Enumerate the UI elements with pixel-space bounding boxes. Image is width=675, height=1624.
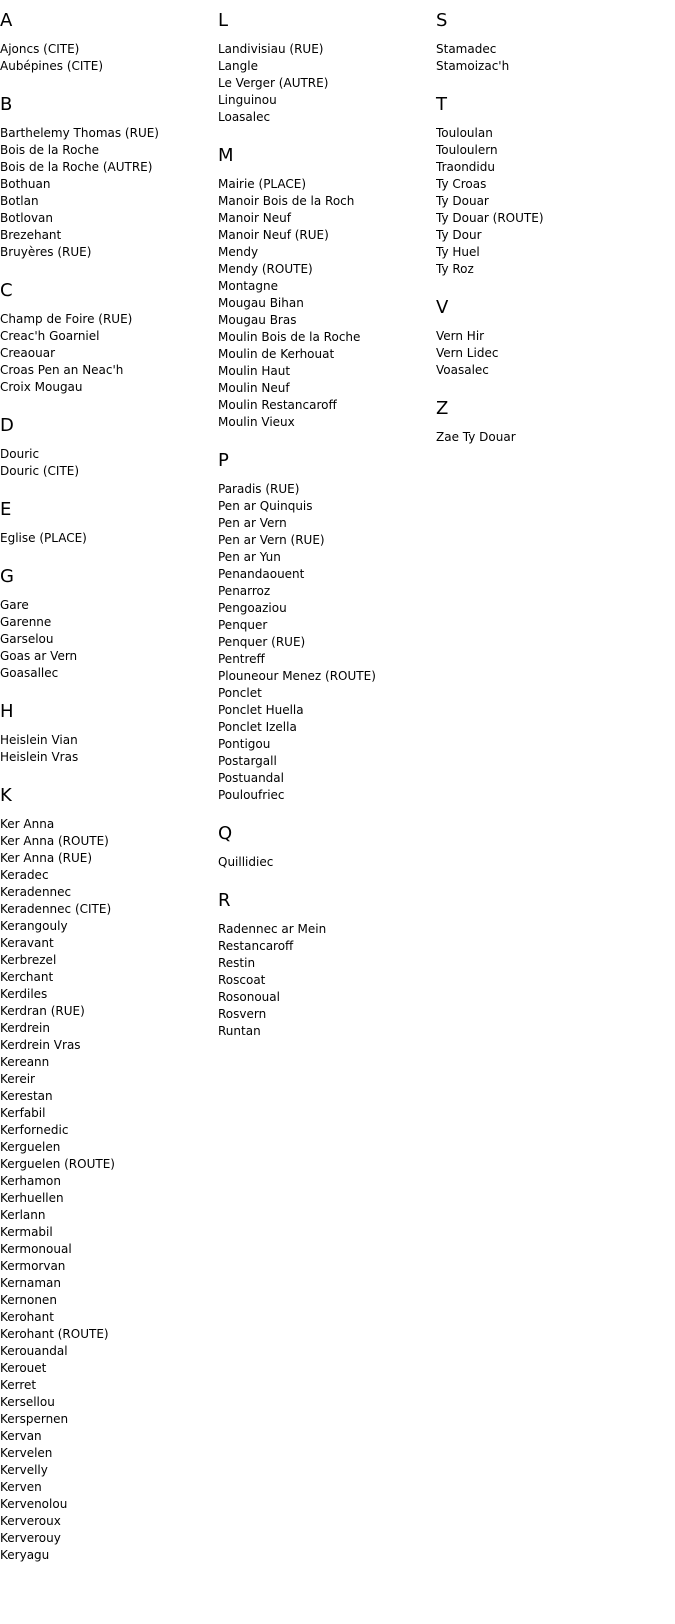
street-name: Touloulern bbox=[436, 143, 498, 157]
street-name: Pen ar Yun bbox=[218, 550, 281, 564]
street-name: Loasalec bbox=[218, 110, 271, 124]
street-name: Penquer bbox=[218, 618, 268, 632]
street-name: Kerchant bbox=[0, 970, 54, 984]
letter-heading: H bbox=[0, 701, 14, 722]
street-name: Mendy bbox=[218, 245, 259, 259]
street-name: Kerdiles bbox=[0, 987, 48, 1001]
street-name: Barthelemy Thomas (RUE) bbox=[0, 126, 159, 140]
letter-group-s bbox=[436, 9, 651, 75]
street-list bbox=[0, 41, 215, 75]
street-name: Vern Lidec bbox=[436, 346, 499, 360]
street-list bbox=[0, 446, 215, 480]
street-list bbox=[218, 41, 433, 126]
letter-group-l bbox=[218, 9, 433, 126]
letter-group-k bbox=[0, 784, 215, 1564]
street-name: Ty Roz bbox=[436, 262, 474, 276]
street-list bbox=[0, 311, 215, 396]
letter-group-g bbox=[0, 565, 215, 682]
street-name: Kereir bbox=[0, 1072, 35, 1086]
street-name: Creac'h Goarniel bbox=[0, 329, 100, 343]
street-name: Penquer (RUE) bbox=[218, 635, 306, 649]
letter-heading: T bbox=[436, 94, 447, 115]
street-name: Kerveroux bbox=[0, 1514, 61, 1528]
street-name: Kernaman bbox=[0, 1276, 61, 1290]
street-name: Kerguelen bbox=[0, 1140, 61, 1154]
street-name: Kerouet bbox=[0, 1361, 47, 1375]
street-name: Manoir Neuf bbox=[218, 211, 291, 225]
index-column-2 bbox=[218, 9, 433, 1058]
street-name: Moulin Vieux bbox=[218, 415, 295, 429]
street-name: Kereann bbox=[0, 1055, 50, 1069]
street-name: Ponclet bbox=[218, 686, 262, 700]
street-name: Ajoncs (CITE) bbox=[0, 42, 80, 56]
letter-heading: M bbox=[218, 145, 234, 166]
street-name: Bois de la Roche (AUTRE) bbox=[0, 160, 153, 174]
street-name: Kerhamon bbox=[0, 1174, 61, 1188]
street-name: Kervelly bbox=[0, 1463, 48, 1477]
street-name: Kerhuellen bbox=[0, 1191, 64, 1205]
street-name: Stamadec bbox=[436, 42, 497, 56]
street-name: Kerohant bbox=[0, 1310, 54, 1324]
street-name: Kerangouly bbox=[0, 919, 68, 933]
street-name: Bothuan bbox=[0, 177, 51, 191]
letter-group-z bbox=[436, 397, 651, 446]
street-list bbox=[436, 41, 651, 75]
street-name: Ker Anna (RUE) bbox=[0, 851, 93, 865]
street-name: Keravant bbox=[0, 936, 54, 950]
street-name: Ponclet Izella bbox=[218, 720, 297, 734]
street-list bbox=[218, 854, 433, 871]
street-list bbox=[0, 597, 215, 682]
street-name: Postuandal bbox=[218, 771, 284, 785]
street-name: Moulin de Kerhouat bbox=[218, 347, 335, 361]
street-list bbox=[0, 530, 215, 547]
street-name: Kervenolou bbox=[0, 1497, 68, 1511]
street-list bbox=[436, 125, 651, 278]
index-column-3 bbox=[436, 9, 651, 464]
street-name: Roscoat bbox=[218, 973, 266, 987]
street-name: Kerfabil bbox=[0, 1106, 46, 1120]
street-name: Douric (CITE) bbox=[0, 464, 80, 478]
letter-group-t bbox=[436, 93, 651, 278]
street-name: Pontigou bbox=[218, 737, 271, 751]
street-name: Restancaroff bbox=[218, 939, 294, 953]
street-name: Penarroz bbox=[218, 584, 271, 598]
street-name: Kerspernen bbox=[0, 1412, 69, 1426]
street-name: Postargall bbox=[218, 754, 277, 768]
street-name: Rosvern bbox=[218, 1007, 267, 1021]
letter-group-v bbox=[436, 296, 651, 379]
street-name: Aubépines (CITE) bbox=[0, 59, 104, 73]
letter-heading: S bbox=[436, 10, 448, 31]
street-name: Heislein Vian bbox=[0, 733, 78, 747]
street-name: Kerfornedic bbox=[0, 1123, 69, 1137]
letter-heading: C bbox=[0, 280, 13, 301]
letter-group-e bbox=[0, 498, 215, 547]
letter-group-m bbox=[218, 144, 433, 431]
street-name: Quillidiec bbox=[218, 855, 274, 869]
street-name: Paradis (RUE) bbox=[218, 482, 300, 496]
street-name: Bois de la Roche bbox=[0, 143, 100, 157]
street-name: Montagne bbox=[218, 279, 278, 293]
index-column-1 bbox=[0, 9, 215, 1582]
street-name: Kerdran (RUE) bbox=[0, 1004, 85, 1018]
letter-heading: V bbox=[436, 297, 449, 318]
street-name: Langle bbox=[218, 59, 258, 73]
street-name: Keradec bbox=[0, 868, 49, 882]
letter-group-q bbox=[218, 822, 433, 871]
street-list bbox=[218, 481, 433, 804]
street-list bbox=[0, 816, 215, 1564]
street-name: Zae Ty Douar bbox=[436, 430, 516, 444]
street-name: Pouloufriec bbox=[218, 788, 285, 802]
street-name: Kervan bbox=[0, 1429, 42, 1443]
letter-heading: P bbox=[218, 450, 229, 471]
letter-heading: L bbox=[218, 10, 229, 31]
street-name: Manoir Neuf (RUE) bbox=[218, 228, 329, 242]
street-name: Stamoizac'h bbox=[436, 59, 510, 73]
street-name: Pen ar Vern (RUE) bbox=[218, 533, 325, 547]
street-name: Mairie (PLACE) bbox=[218, 177, 307, 191]
street-name: Touloulan bbox=[436, 126, 493, 140]
street-name: Moulin Neuf bbox=[218, 381, 290, 395]
letter-heading: E bbox=[0, 499, 12, 520]
street-name: Pen ar Vern bbox=[218, 516, 287, 530]
street-name: Ty Croas bbox=[436, 177, 487, 191]
street-name: Rosonoual bbox=[218, 990, 280, 1004]
letter-heading: A bbox=[0, 10, 13, 31]
street-name: Keryagu bbox=[0, 1548, 50, 1562]
street-name: Ker Anna (ROUTE) bbox=[0, 834, 109, 848]
street-name: Croas Pen an Neac'h bbox=[0, 363, 124, 377]
street-name: Linguinou bbox=[218, 93, 277, 107]
street-name: Botlan bbox=[0, 194, 39, 208]
street-name: Voasalec bbox=[436, 363, 489, 377]
street-name: Pengoaziou bbox=[218, 601, 287, 615]
street-list bbox=[436, 429, 651, 446]
street-name: Kervelen bbox=[0, 1446, 53, 1460]
street-name: Kersellou bbox=[0, 1395, 55, 1409]
street-name: Pen ar Quinquis bbox=[218, 499, 313, 513]
street-name: Kerven bbox=[0, 1480, 42, 1494]
street-name: Keradennec (CITE) bbox=[0, 902, 112, 916]
street-name: Ty Dour bbox=[436, 228, 482, 242]
letter-group-d bbox=[0, 414, 215, 480]
letter-group-b bbox=[0, 93, 215, 261]
letter-heading: R bbox=[218, 890, 231, 911]
street-name: Vern Hir bbox=[436, 329, 485, 343]
street-name: Creaouar bbox=[0, 346, 56, 360]
street-name: Ty Douar bbox=[436, 194, 489, 208]
letter-heading: B bbox=[0, 94, 13, 115]
street-name: Keradennec bbox=[0, 885, 72, 899]
letter-heading: Q bbox=[218, 823, 233, 844]
letter-group-c bbox=[0, 279, 215, 396]
street-name: Runtan bbox=[218, 1024, 261, 1038]
street-name: Traondidu bbox=[436, 160, 495, 174]
street-name: Manoir Bois de la Roch bbox=[218, 194, 355, 208]
street-name: Kerlann bbox=[0, 1208, 46, 1222]
letter-group-p bbox=[218, 449, 433, 804]
street-name: Heislein Vras bbox=[0, 750, 79, 764]
street-name: Garselou bbox=[0, 632, 54, 646]
street-name: Radennec ar Mein bbox=[218, 922, 327, 936]
street-list bbox=[218, 176, 433, 431]
street-name: Ty Huel bbox=[436, 245, 480, 259]
street-name: Brezehant bbox=[0, 228, 62, 242]
street-name: Kerohant (ROUTE) bbox=[0, 1327, 109, 1341]
street-name: Ponclet Huella bbox=[218, 703, 304, 717]
letter-heading: G bbox=[0, 566, 14, 587]
street-name: Goasallec bbox=[0, 666, 59, 680]
street-name: Eglise (PLACE) bbox=[0, 531, 87, 545]
street-name: Plouneour Menez (ROUTE) bbox=[218, 669, 376, 683]
street-name: Kerdrein Vras bbox=[0, 1038, 81, 1052]
street-name: Moulin Bois de la Roche bbox=[218, 330, 361, 344]
street-name: Kermonoual bbox=[0, 1242, 72, 1256]
street-name: Kerouandal bbox=[0, 1344, 68, 1358]
letter-heading: Z bbox=[436, 398, 449, 419]
street-name: Kerbrezel bbox=[0, 953, 57, 967]
street-name: Penandaouent bbox=[218, 567, 305, 581]
street-list bbox=[0, 125, 215, 261]
street-name: Botlovan bbox=[0, 211, 54, 225]
street-name: Mendy (ROUTE) bbox=[218, 262, 313, 276]
street-name: Douric bbox=[0, 447, 40, 461]
street-name: Bruyères (RUE) bbox=[0, 245, 92, 259]
letter-group-a bbox=[0, 9, 215, 75]
letter-heading: K bbox=[0, 785, 12, 806]
letter-group-h bbox=[0, 700, 215, 766]
street-name: Mougau Bihan bbox=[218, 296, 304, 310]
street-name: Ty Douar (ROUTE) bbox=[436, 211, 544, 225]
street-list bbox=[0, 732, 215, 766]
street-name: Kerret bbox=[0, 1378, 37, 1392]
street-name: Kerguelen (ROUTE) bbox=[0, 1157, 115, 1171]
street-name: Ker Anna bbox=[0, 817, 55, 831]
letter-heading: D bbox=[0, 415, 14, 436]
street-name: Kerverouy bbox=[0, 1531, 61, 1545]
street-name: Croix Mougau bbox=[0, 380, 83, 394]
street-name: Kermabil bbox=[0, 1225, 53, 1239]
street-name: Gare bbox=[0, 598, 29, 612]
letter-group-r bbox=[218, 889, 433, 1040]
street-name: Moulin Haut bbox=[218, 364, 291, 378]
street-name: Pentreff bbox=[218, 652, 265, 666]
street-list bbox=[436, 328, 651, 379]
street-name: Kerdrein bbox=[0, 1021, 50, 1035]
street-name: Mougau Bras bbox=[218, 313, 297, 327]
street-name: Champ de Foire (RUE) bbox=[0, 312, 133, 326]
street-name: Goas ar Vern bbox=[0, 649, 78, 663]
street-list bbox=[218, 921, 433, 1040]
street-name: Kermorvan bbox=[0, 1259, 66, 1273]
street-name: Le Verger (AUTRE) bbox=[218, 76, 329, 90]
street-name: Restin bbox=[218, 956, 256, 970]
street-name: Kerestan bbox=[0, 1089, 53, 1103]
street-name: Landivisiau (RUE) bbox=[218, 42, 324, 56]
street-name: Moulin Restancaroff bbox=[218, 398, 337, 412]
street-name: Kernonen bbox=[0, 1293, 57, 1307]
street-name: Garenne bbox=[0, 615, 52, 629]
